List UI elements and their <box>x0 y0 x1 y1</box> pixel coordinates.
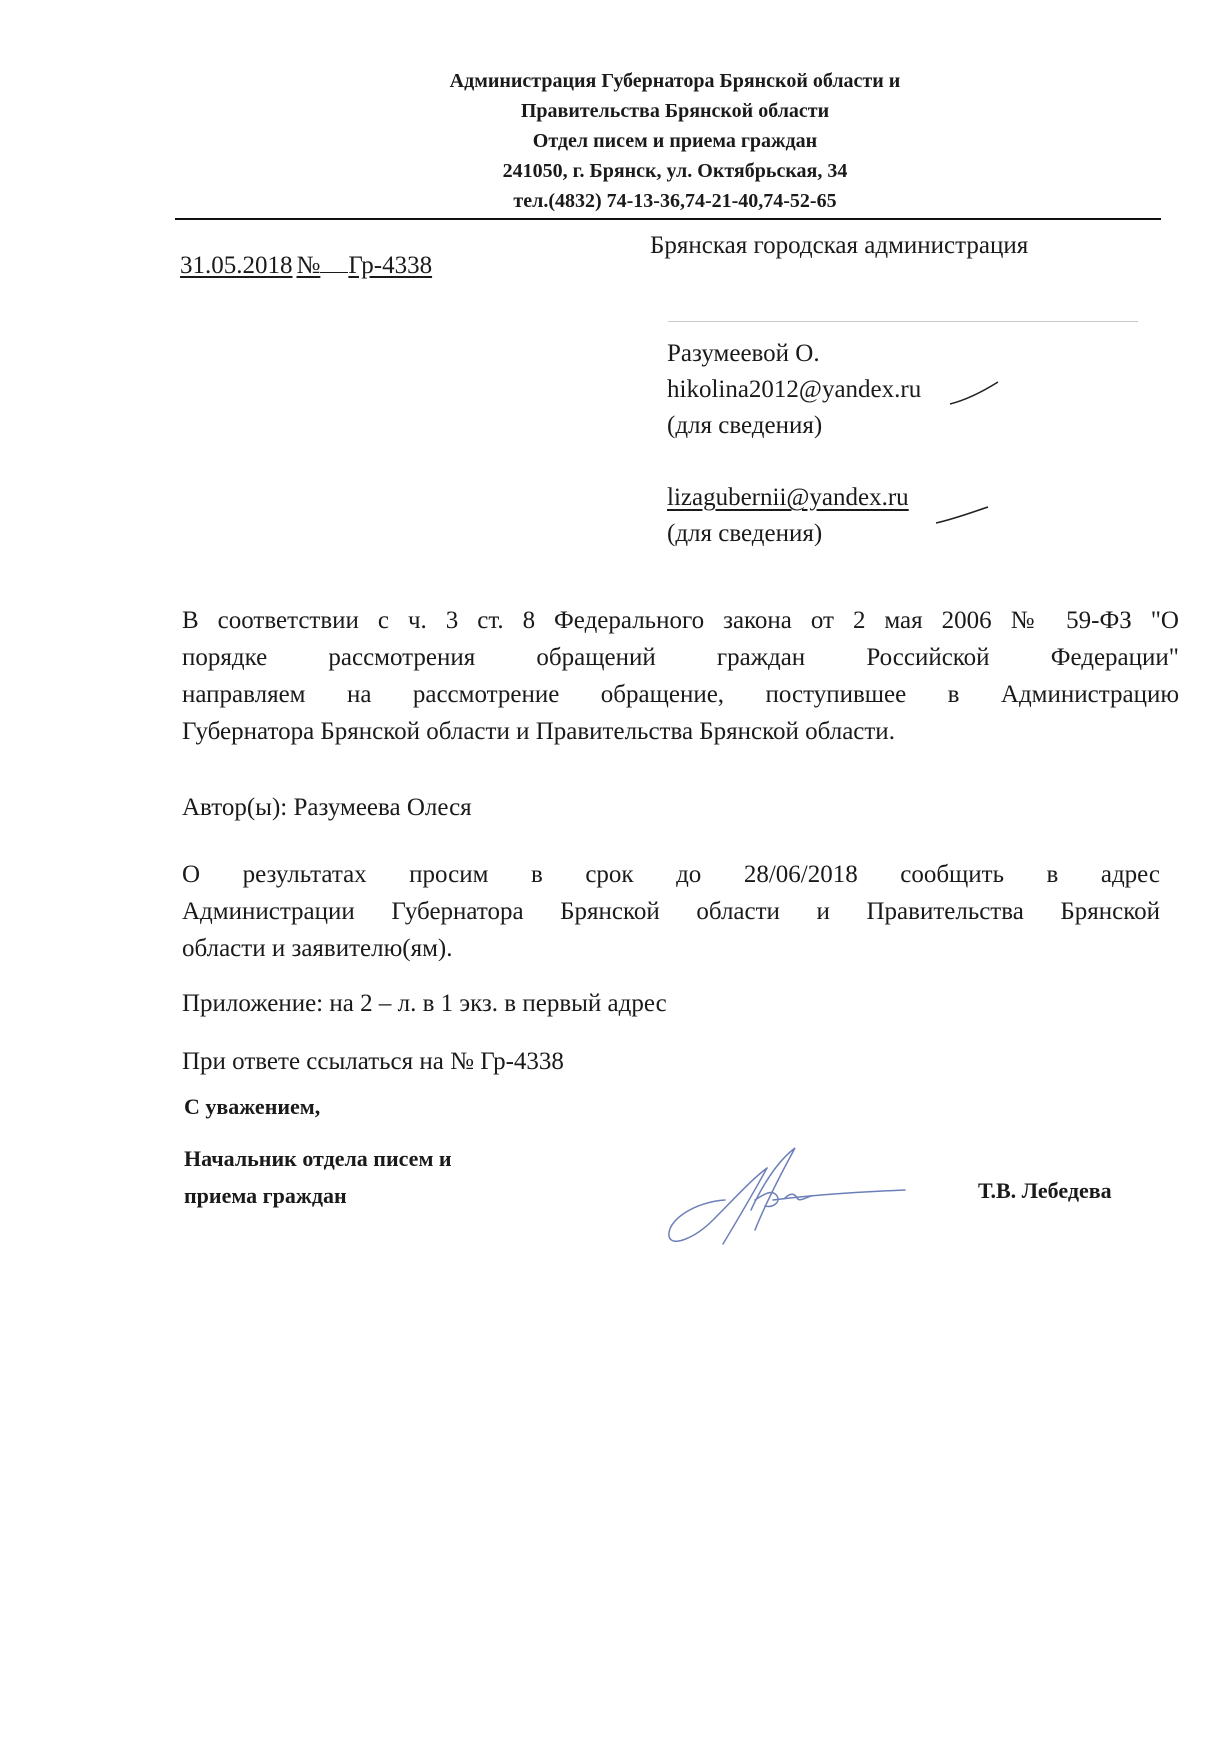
signatory-name: Т.В. Лебедева <box>978 1178 1112 1203</box>
recipient1-email: hikolina2012@yandex.ru <box>667 376 922 403</box>
letterhead-phone: тел.(4832) 74-13-36,74-21-40,74-52-65 <box>513 190 837 212</box>
reference-number-sign: № <box>296 252 321 279</box>
signatory-title-line-1: Начальник отдела писем и <box>184 1146 452 1171</box>
signatory-title-line-2: приема граждан <box>184 1183 347 1208</box>
paragraph-results <box>182 856 1160 967</box>
paragraph-results-line-3: области и заявителю(ям). <box>182 935 453 962</box>
signatory-title <box>184 1140 452 1214</box>
reference-number: Гр-4338 <box>348 252 433 279</box>
closing-greeting: С уважением, <box>184 1094 321 1119</box>
paragraph-results-line-1: О результатах просим в срок до 28/06/2018 сообщить в адрес <box>182 861 1160 888</box>
paragraph-main-line-1: В соответствии с ч. 3 ст. 8 Федерального закона от 2 мая 2006 № 59-ФЗ "О <box>182 607 1179 634</box>
paragraph-main-line-3: направляем на рассмотрение обращение, поступившее в Администрацию <box>182 681 1179 708</box>
letterhead-line-3: Отдел писем и приема граждан <box>532 130 818 152</box>
authors-line: Автор(ы): Разумеева Олеся <box>182 794 472 821</box>
reference-line <box>180 250 432 280</box>
letterhead-address: 241050, г. Брянск, ул. Октябрьская, 34 <box>502 160 848 182</box>
check-mark-icon <box>934 503 990 527</box>
letterhead-divider <box>175 218 1161 220</box>
paragraph-results-line-2: Администрации Губернатора Брянской области и Правительства Брянской <box>182 898 1160 925</box>
reference-date: 31.05.2018 <box>180 252 293 279</box>
letterhead <box>215 66 1135 216</box>
attachment-line: Приложение: на 2 – л. в 1 экз. в первый адрес <box>182 990 667 1017</box>
paragraph-main-line-2: порядке рассмотрения обращений граждан Российской Федерации" <box>182 644 1179 671</box>
addressee-organization: Брянская городская администрация <box>650 232 1029 259</box>
paragraph-main-line-4: Губернатора Брянской области и Правительства Брянской области. <box>182 718 895 745</box>
signature-icon <box>655 1140 915 1250</box>
recipient2-email: lizagubernii@yandex.ru <box>667 484 909 511</box>
letterhead-line-2: Правительства Брянской области <box>520 100 830 122</box>
recipient2-note: (для сведения) <box>667 520 823 547</box>
letterhead-line-1: Администрация Губернатора Брянской области и <box>449 70 901 92</box>
recipients-block <box>667 336 921 552</box>
recipient1-name: Разумеевой О. <box>667 340 820 367</box>
addressee-divider <box>668 321 1138 322</box>
paragraph-main <box>182 602 1179 750</box>
recipient1-note: (для сведения) <box>667 412 823 439</box>
check-mark-icon <box>948 380 1000 410</box>
reply-reference-line: При ответе ссылаться на № Гр-4338 <box>182 1048 564 1075</box>
